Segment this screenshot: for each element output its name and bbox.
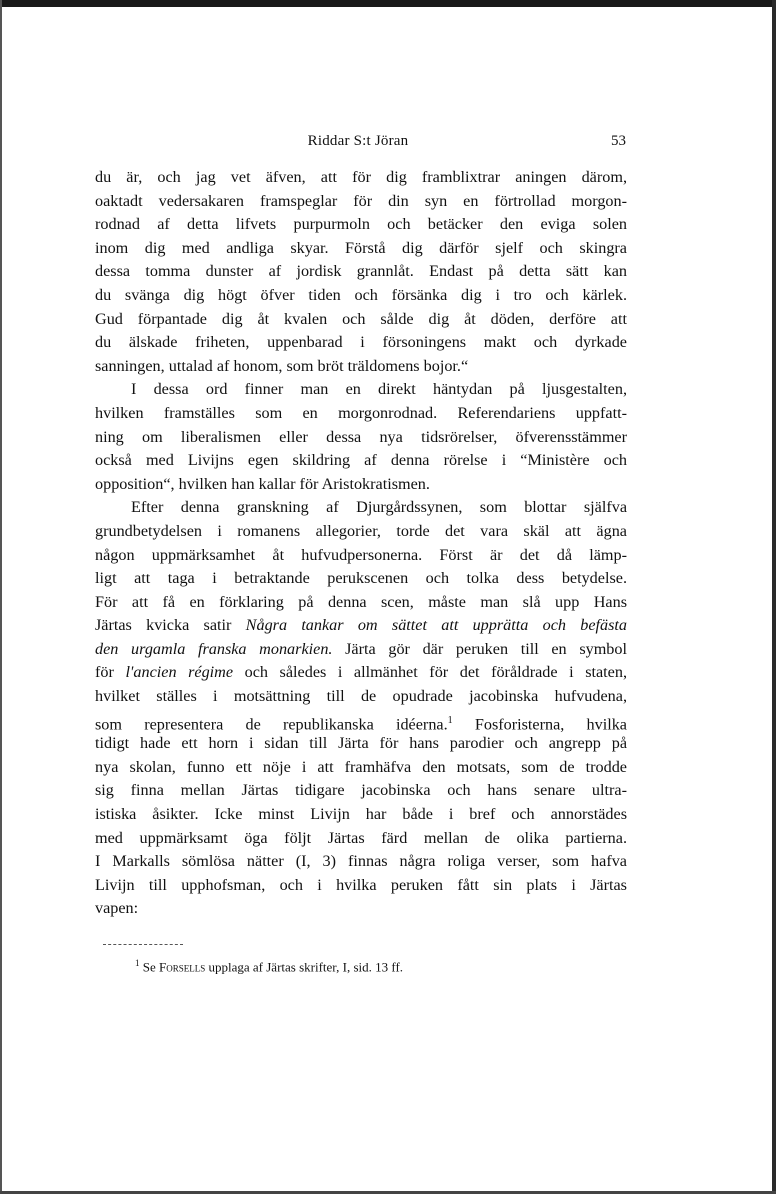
book-title-italic: den urgamla franska monarkien. — [95, 639, 333, 658]
text-line: vapen: — [95, 899, 139, 918]
running-head — [90, 133, 626, 155]
text-line: oaktadt vedersakaren framspeglar för din syn en förtrollad morgon- — [95, 191, 627, 210]
text-run: Järta gör där peruken till en symbol — [332, 639, 627, 658]
footnote-reference: 1 — [447, 714, 453, 726]
text-line: Livijn till upphofsman, och i hvilka peruken fått sin plats i Järtas — [95, 875, 627, 894]
text-line: också med Livijns egen skildring af denna rörelse i “Ministère och — [95, 451, 627, 470]
text-run: och således i allmänhet för det föråldrade i staten, — [233, 663, 627, 682]
page-number: 53 — [611, 133, 626, 149]
footnote-author: Forsells — [159, 959, 206, 975]
text-line: du är, och jag vet äfven, att för dig framblixtrar aningen därom, — [95, 168, 627, 186]
footnote-mark: 1 — [135, 958, 140, 968]
text-run: för — [95, 663, 126, 682]
text-line: istiska åsikter. Icke minst Livijn har både i bref och annorstädes — [95, 805, 627, 824]
text-line: För att få en förklaring på denna scen, måste man slå upp Hans — [95, 592, 627, 611]
scan-border-right — [772, 0, 776, 1194]
text-line: opposition“, hvilken han kallar för Aristokratismen. — [95, 474, 430, 493]
footnote-text: upplaga af Järtas skrifter, I, sid. 13 ff. — [208, 959, 404, 975]
text-line: sig finna mellan Järtas tidigare jacobinska och hans senare ultra- — [95, 781, 627, 800]
text-line: tidigt hade ett horn i sidan till Järta för hans parodier och angrepp på — [95, 734, 627, 753]
text-line: ligt att taga i betraktande perukscenen och tolka dess betydelse. — [95, 569, 627, 588]
text-line: med uppmärksamt öga följt Järtas färd mellan de olika partierna. — [95, 828, 627, 847]
text-line: du älskade friheten, uppenbarad i försoningens makt och dyrkade — [95, 333, 627, 352]
text-line — [95, 709, 627, 733]
text-line: hvilket ställes i motsättning till de opudrade jacobinska hufvudena, — [95, 687, 627, 706]
phrase-italic: l'ancien régime — [125, 663, 234, 682]
text-line — [95, 614, 627, 638]
text-line: Gud förpantade dig åt kvalen och sålde dig åt döden, derföre att — [95, 309, 627, 328]
text-line: hvilken framställes som en morgonrodnad. Referendariens uppfatt- — [95, 403, 627, 422]
text-line: någon uppmärksamhet åt hufvudpersonerna. Först är det då lämp- — [95, 545, 627, 564]
text-line: inom dig med andliga skyar. Förstå dig därför sjelf och skingra — [95, 238, 627, 257]
text-line: du svänga dig högt öfver tiden och försänka dig i tro och kärlek. — [95, 285, 627, 304]
text-line — [95, 661, 627, 685]
footnote — [135, 958, 403, 975]
text-line: I dessa ord finner man en direkt häntydan på ljusgestalten, — [131, 380, 627, 399]
running-title: Riddar S:t Jöran — [307, 133, 409, 149]
text-line: Efter denna granskning af Djurgårdssynen, som blottar själfva — [131, 498, 627, 517]
text-line — [95, 638, 627, 662]
text-line: ning om liberalismen eller dessa nya tidsrörelser, öfverensstämmer — [95, 427, 627, 446]
text-run: Fosforisterna, hvilka — [452, 715, 627, 734]
scan-border-left — [0, 0, 2, 1194]
body-text — [95, 166, 627, 921]
text-line: I Markalls sömlösa nätter (I, 3) finnas några roliga verser, som hafva — [95, 852, 627, 871]
text-run: som representera de republikanska idéerna. — [95, 715, 448, 734]
text-line: grundbetydelsen i romanens allegorier, torde det vara skäl att ägna — [95, 521, 627, 540]
text-line: rodnad af detta lifvets purpurmoln och betäcker den eviga solen — [95, 215, 627, 234]
scan-border-top — [0, 0, 776, 7]
text-line: nya skolan, funno ett nöje i att framhäfva den motsats, som de trodde — [95, 757, 627, 776]
text-run: Järtas kvicka satir — [95, 616, 246, 635]
book-title-italic: Några tankar om sättet att upprätta och befästa — [245, 616, 627, 635]
text-line: sanningen, uttalad af honom, som bröt träldomens bojor.“ — [95, 356, 469, 375]
footnote-lead: Se — [142, 959, 156, 975]
text-line: dessa tomma dunster af jordisk grannlåt. Endast på detta sätt kan — [95, 262, 627, 281]
footnote-rule — [103, 944, 183, 945]
